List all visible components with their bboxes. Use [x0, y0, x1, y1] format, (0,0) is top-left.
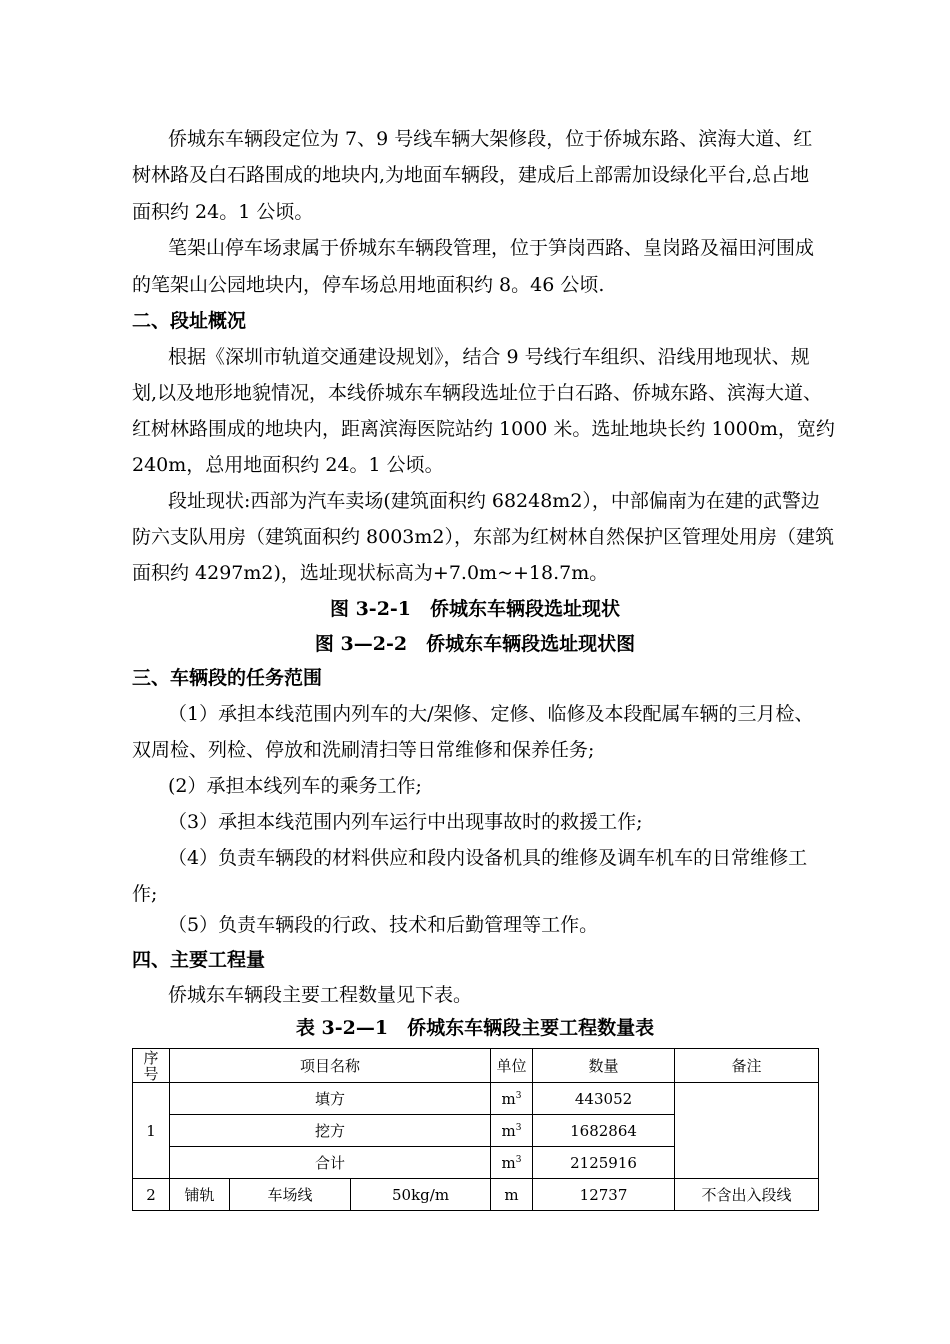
section-heading: 四、主要工程量	[132, 949, 266, 971]
paragraph-line: 段址现状:西部为汽车卖场(建筑面积约 68248m2），中部偏南为在建的武警边	[168, 490, 820, 512]
row-qty: 1682864	[533, 1115, 675, 1147]
header-note: 备注	[675, 1049, 819, 1083]
header-item: 项目名称	[170, 1049, 491, 1083]
row-qty: 12737	[533, 1179, 675, 1211]
row-unit: $m^3$	[491, 1115, 533, 1147]
paragraph-line: 侨城东车辆段主要工程数量见下表。	[168, 984, 473, 1006]
header-seq: 序 号	[133, 1049, 170, 1083]
figure-caption: 图 3—2-2 侨城东车辆段选址现状图	[314, 633, 636, 655]
table-header-row	[133, 1049, 819, 1083]
row-category: 铺轨	[170, 1179, 230, 1211]
task-item: （1）承担本线范围内列车的大/架修、定修、临修及本段配属车辆的三月检、	[168, 703, 814, 725]
paragraph-line: 根据《深圳市轨道交通建设规划》，结合 9 号线行车组织、沿线用地现状、规	[168, 346, 810, 368]
task-item: （4）负责车辆段的材料供应和段内设备机具的维修及调车机车的日常维修工	[168, 847, 808, 869]
task-item: (2）承担本线列车的乘务工作;	[168, 775, 422, 797]
paragraph-line: 树林路及白石路围成的地块内,为地面车辆段，建成后上部需加设绿化平台,总占地	[132, 164, 810, 186]
row-qty: 2125916	[533, 1147, 675, 1179]
paragraph-line: 红树林路围成的地块内，距离滨海医院站约 1000 米。选址地块长约 1000m，宽约	[132, 418, 835, 440]
paragraph-line: 面积约 24。1 公顷。	[132, 201, 314, 223]
row-note: 不含出入段线	[675, 1179, 819, 1211]
table-row	[133, 1179, 819, 1211]
row-note	[675, 1083, 819, 1179]
paragraph-line: 防六支队用房（建筑面积约 8003m2），东部为红树林自然保护区管理处用房（建筑	[132, 526, 835, 548]
row-unit: m	[491, 1179, 533, 1211]
task-item: 作;	[132, 883, 158, 905]
row-spec: 50kg/m	[351, 1179, 491, 1211]
row-item: 合计	[170, 1147, 491, 1179]
table-title: 表 3-2—1 侨城东车辆段主要工程数量表	[295, 1017, 655, 1039]
paragraph-line: 的笔架山公园地块内，停车场总用地面积约 8。46 公顷.	[132, 274, 605, 296]
quantity-table	[132, 1048, 819, 1211]
paragraph-line: 面积约 4297m2)，选址现状标高为+7.0m~+18.7m。	[132, 562, 609, 584]
task-item: （5）负责车辆段的行政、技术和后勤管理等工作。	[168, 914, 599, 936]
row-seq: 1	[133, 1083, 170, 1179]
task-item: 双周检、列检、停放和洗刷清扫等日常维修和保养任务;	[132, 739, 595, 761]
table-row	[133, 1083, 819, 1115]
row-item: 填方	[170, 1083, 491, 1115]
task-item: （3）承担本线范围内列车运行中出现事故时的救援工作;	[168, 811, 643, 833]
row-qty: 443052	[533, 1083, 675, 1115]
row-unit: $m^3$	[491, 1083, 533, 1115]
row-subitem: 车场线	[230, 1179, 351, 1211]
row-item: 挖方	[170, 1115, 491, 1147]
paragraph-line: 240m，总用地面积约 24。1 公顷。	[132, 454, 444, 476]
header-qty: 数量	[533, 1049, 675, 1083]
section-heading: 三、车辆段的任务范围	[132, 667, 323, 689]
paragraph-line: 笔架山停车场隶属于侨城东车辆段管理，位于笋岗西路、皇岗路及福田河围成	[168, 237, 815, 259]
header-unit: 单位	[491, 1049, 533, 1083]
section-heading: 二、段址概况	[132, 310, 247, 332]
paragraph-line: 划,以及地形地貌情况，本线侨城东车辆段选址位于白石路、侨城东路、滨海大道、	[132, 382, 823, 404]
row-unit: $m^3$	[491, 1147, 533, 1179]
figure-caption: 图 3-2-1 侨城东车辆段选址现状	[329, 598, 621, 620]
row-seq: 2	[133, 1179, 170, 1211]
paragraph-line: 侨城东车辆段定位为 7、9 号线车辆大架修段，位于侨城东路、滨海大道、红	[168, 128, 813, 150]
